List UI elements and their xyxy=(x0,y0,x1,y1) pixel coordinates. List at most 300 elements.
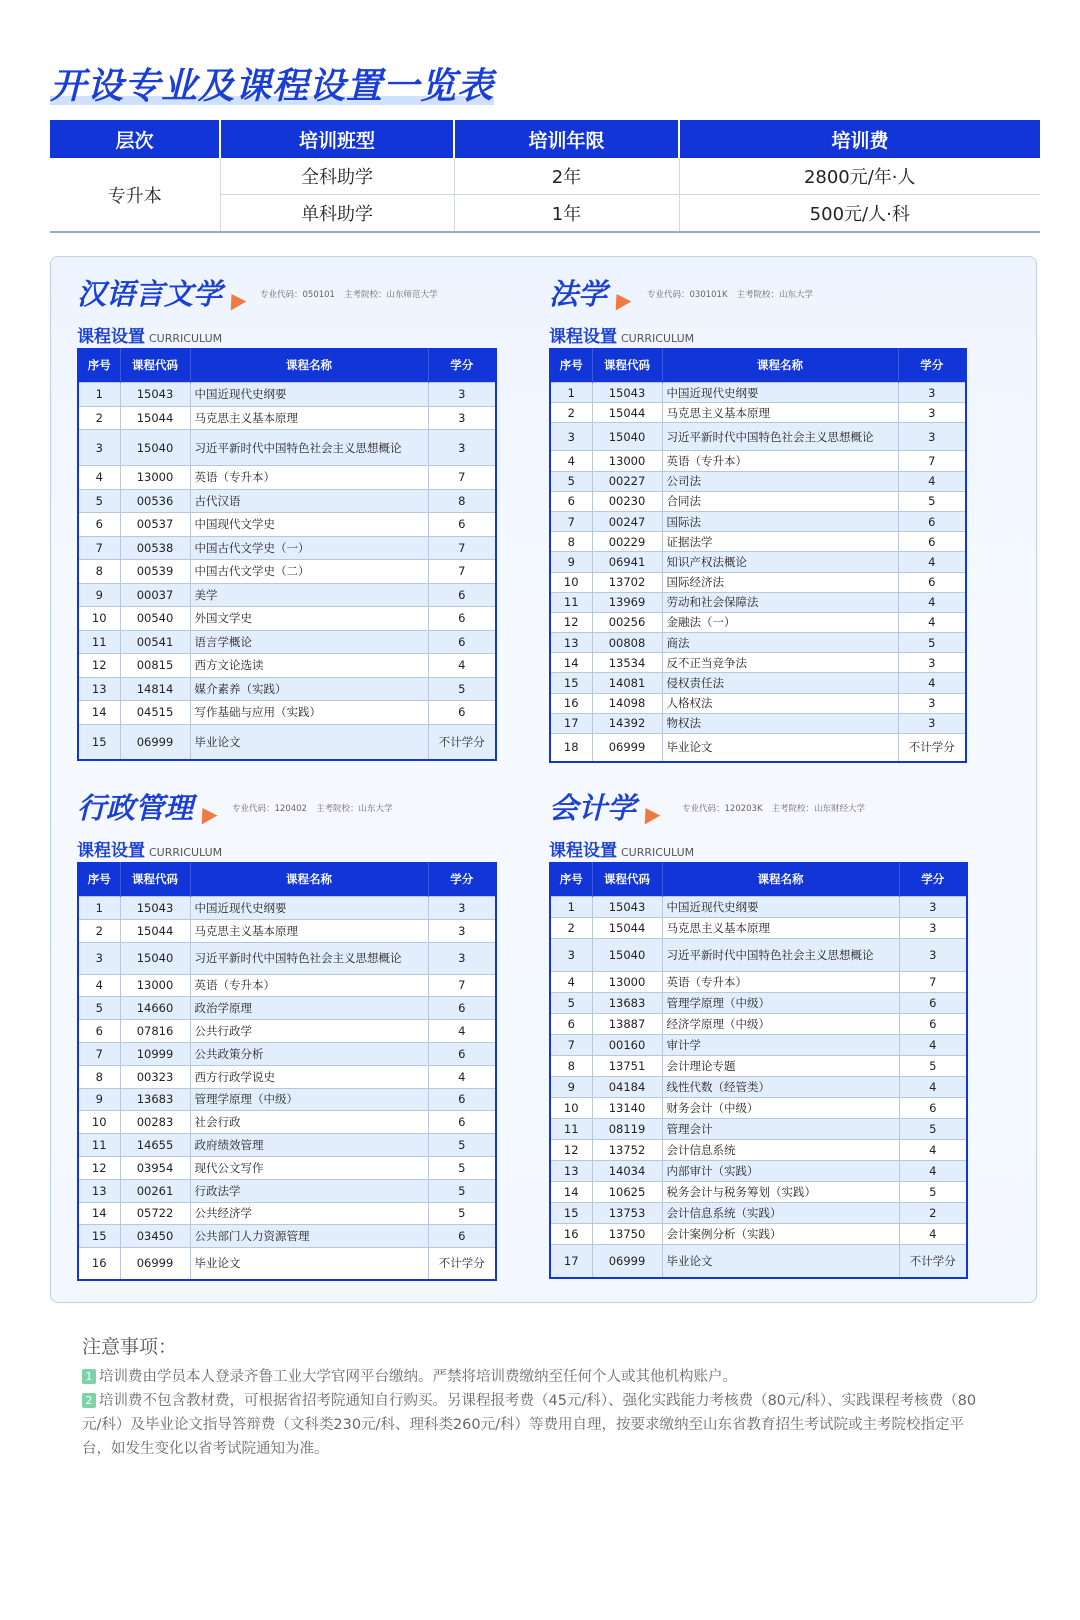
course-no: 3 xyxy=(78,942,120,974)
table-row xyxy=(550,653,966,673)
course-no: 14 xyxy=(78,701,120,725)
course-name: 线性代数（经管类） xyxy=(662,1077,899,1098)
table-row xyxy=(550,918,967,939)
course-name: 中国近现代史纲要 xyxy=(190,897,428,920)
course-no: 13 xyxy=(550,1161,592,1182)
course-code: 00247 xyxy=(592,511,662,531)
major-meta xyxy=(232,802,401,814)
table-row xyxy=(550,592,966,612)
course-header-row xyxy=(78,862,496,897)
table-row xyxy=(550,423,966,451)
course-no: 1 xyxy=(550,897,592,918)
course-no: 16 xyxy=(550,1224,592,1245)
overview-fee: 500元/人·科 xyxy=(679,195,1040,233)
note-item xyxy=(82,1389,982,1461)
course-credit: 3 xyxy=(898,653,966,673)
major-school: 主考院校：山东大学 xyxy=(315,804,393,814)
course-code: 13683 xyxy=(592,993,662,1014)
course-code: 00256 xyxy=(592,612,662,632)
course-name: 现代公文写作 xyxy=(190,1156,428,1179)
table-row xyxy=(550,993,967,1014)
course-name: 会计案例分析（实践） xyxy=(662,1224,899,1245)
course-name: 外国文学史 xyxy=(190,607,428,631)
table-row xyxy=(78,630,496,654)
table-row xyxy=(78,997,496,1020)
major-meta xyxy=(260,288,446,300)
course-no: 1 xyxy=(78,383,120,407)
course-name: 马克思主义基本原理 xyxy=(190,406,428,430)
note-number-badge: 1 xyxy=(82,1369,96,1384)
table-row xyxy=(78,1111,496,1134)
major-name: 会计学 xyxy=(549,791,637,825)
course-name: 会计信息系统 xyxy=(662,1140,899,1161)
course-credit: 5 xyxy=(899,1056,967,1077)
course-name: 英语（专升本） xyxy=(662,972,899,993)
major-code: 专业代码：050101 xyxy=(260,290,335,300)
course-no: 5 xyxy=(78,997,120,1020)
course-no: 9 xyxy=(78,583,120,607)
course-code: 00815 xyxy=(120,654,190,678)
course-code: 08119 xyxy=(592,1119,662,1140)
course-credit: 6 xyxy=(899,1098,967,1119)
course-credit: 6 xyxy=(428,1111,496,1134)
curriculum-title: 课程设置 xyxy=(549,841,617,861)
course-name: 财务会计（中级） xyxy=(662,1098,899,1119)
course-code: 00540 xyxy=(120,607,190,631)
table-row xyxy=(550,1224,967,1245)
course-name: 习近平新时代中国特色社会主义思想概论 xyxy=(190,430,428,466)
course-credit: 6 xyxy=(899,993,967,1014)
course-credit: 3 xyxy=(428,919,496,942)
course-name: 金融法（一） xyxy=(662,612,898,632)
table-row xyxy=(550,1077,967,1098)
curriculum-title: 课程设置 xyxy=(77,841,145,861)
table-row xyxy=(550,693,966,713)
course-name: 毕业论文 xyxy=(662,1245,899,1278)
course-name: 公司法 xyxy=(662,471,898,491)
table-row xyxy=(550,1098,967,1119)
course-credit: 5 xyxy=(898,491,966,511)
course-credit: 6 xyxy=(428,583,496,607)
course-credit: 3 xyxy=(898,423,966,451)
table-row xyxy=(78,383,496,407)
course-credit: 7 xyxy=(428,536,496,560)
course-name: 经济学原理（中级） xyxy=(662,1014,899,1035)
course-credit: 不计学分 xyxy=(898,734,966,762)
course-name: 马克思主义基本原理 xyxy=(190,919,428,942)
course-code: 06999 xyxy=(120,724,190,760)
overview-fee: 2800元/年·人 xyxy=(679,158,1040,195)
course-name: 商法 xyxy=(662,633,898,653)
course-code: 13753 xyxy=(592,1203,662,1224)
course-credit: 4 xyxy=(898,592,966,612)
course-code: 13750 xyxy=(592,1224,662,1245)
course-name: 政治学原理 xyxy=(190,997,428,1020)
table-row xyxy=(78,919,496,942)
course-code: 13752 xyxy=(592,1140,662,1161)
course-no: 11 xyxy=(78,630,120,654)
course-credit: 5 xyxy=(428,1179,496,1202)
course-code: 15040 xyxy=(592,423,662,451)
course-code: 15040 xyxy=(592,939,662,972)
course-code: 14098 xyxy=(592,693,662,713)
col-header-credit: 学分 xyxy=(428,348,496,383)
table-row xyxy=(550,1161,967,1182)
table-row xyxy=(78,724,496,760)
course-code: 15040 xyxy=(120,430,190,466)
course-name: 物权法 xyxy=(662,713,898,733)
col-header-no: 序号 xyxy=(550,862,592,897)
course-no: 12 xyxy=(550,612,592,632)
course-no: 10 xyxy=(78,607,120,631)
major-school: 主考院校：山东师范大学 xyxy=(343,290,438,300)
course-credit: 4 xyxy=(899,1035,967,1056)
curriculum-en: CURRICULUM xyxy=(149,332,223,345)
col-header-code: 课程代码 xyxy=(120,862,190,897)
table-row xyxy=(550,471,966,491)
course-no: 8 xyxy=(78,1065,120,1088)
course-credit: 5 xyxy=(428,677,496,701)
table-row xyxy=(550,552,966,572)
course-credit: 7 xyxy=(428,560,496,584)
course-credit: 4 xyxy=(428,1020,496,1043)
table-row xyxy=(550,972,967,993)
course-no: 12 xyxy=(550,1140,592,1161)
curriculum-title: 课程设置 xyxy=(77,327,145,347)
course-name: 毕业论文 xyxy=(190,1248,428,1280)
major-name: 行政管理 xyxy=(77,791,194,825)
course-name: 反不正当竞争法 xyxy=(662,653,898,673)
course-credit: 7 xyxy=(898,451,966,471)
table-row xyxy=(550,1140,967,1161)
course-no: 2 xyxy=(78,406,120,430)
table-row xyxy=(78,1225,496,1248)
course-credit: 8 xyxy=(428,489,496,513)
course-no: 10 xyxy=(78,1111,120,1134)
table-row xyxy=(78,654,496,678)
course-code: 15044 xyxy=(120,919,190,942)
course-name: 古代汉语 xyxy=(190,489,428,513)
course-credit: 6 xyxy=(898,532,966,552)
table-row xyxy=(78,942,496,974)
course-credit: 3 xyxy=(898,693,966,713)
course-credit: 3 xyxy=(899,939,967,972)
course-code: 13534 xyxy=(592,653,662,673)
course-no: 4 xyxy=(550,451,592,471)
col-header-name: 课程名称 xyxy=(190,348,428,383)
course-code: 00536 xyxy=(120,489,190,513)
course-name: 证据法学 xyxy=(662,532,898,552)
course-credit: 6 xyxy=(428,1088,496,1111)
course-no: 2 xyxy=(550,403,592,423)
overview-header-row xyxy=(50,120,1040,158)
table-row xyxy=(78,607,496,631)
note-text: 培训费不包含教材费，可根据省招考院通知自行购买。另课程报考费（45元/科）、强化实践能力考核费（80元/科）、实践课程考核费（80元/科）及毕业论文指导答辩费（文科类230元/科、理科类260元/科）等费用自理，按要求缴纳至山东省教育招生考试院或主考院校指定平台，如发生变化以省考试院通知为准。 xyxy=(82,1393,977,1457)
course-credit: 7 xyxy=(428,974,496,997)
course-no: 5 xyxy=(550,471,592,491)
course-no: 9 xyxy=(550,1077,592,1098)
table-row xyxy=(78,489,496,513)
course-credit: 3 xyxy=(428,383,496,407)
course-credit: 3 xyxy=(428,430,496,466)
table-row xyxy=(550,713,966,733)
course-no: 9 xyxy=(78,1088,120,1111)
table-row xyxy=(550,734,966,762)
accent-mark-icon xyxy=(609,289,632,310)
course-no: 17 xyxy=(550,1245,592,1278)
course-no: 6 xyxy=(550,1014,592,1035)
overview-type: 单科助学 xyxy=(220,195,454,233)
course-name: 毕业论文 xyxy=(662,734,898,762)
course-code: 07816 xyxy=(120,1020,190,1043)
course-code: 13140 xyxy=(592,1098,662,1119)
table-row xyxy=(550,572,966,592)
course-name: 管理学原理（中级） xyxy=(190,1088,428,1111)
course-code: 14034 xyxy=(592,1161,662,1182)
course-credit: 5 xyxy=(428,1156,496,1179)
table-row xyxy=(78,897,496,920)
page-title: 开设专业及课程设置一览表 xyxy=(50,58,494,109)
course-name: 社会行政 xyxy=(190,1111,428,1134)
course-no: 1 xyxy=(78,897,120,920)
course-credit: 不计学分 xyxy=(428,724,496,760)
course-credit: 4 xyxy=(898,673,966,693)
course-header-row xyxy=(550,862,967,897)
course-no: 6 xyxy=(550,491,592,511)
course-credit: 3 xyxy=(898,403,966,423)
accent-mark-icon xyxy=(638,803,661,824)
course-code: 14814 xyxy=(120,677,190,701)
table-row xyxy=(550,1014,967,1035)
course-no: 7 xyxy=(78,536,120,560)
course-credit: 5 xyxy=(428,1202,496,1225)
course-no: 18 xyxy=(550,734,592,762)
course-no: 4 xyxy=(78,974,120,997)
course-credit: 不计学分 xyxy=(899,1245,967,1278)
table-row xyxy=(550,403,966,423)
course-credit: 3 xyxy=(428,942,496,974)
course-no: 15 xyxy=(550,1203,592,1224)
table-row xyxy=(78,1042,496,1065)
course-code: 06941 xyxy=(592,552,662,572)
curriculum-en: CURRICULUM xyxy=(621,846,695,859)
table-row xyxy=(550,532,966,552)
course-code: 15044 xyxy=(592,403,662,423)
table-row xyxy=(78,1202,496,1225)
overview-table xyxy=(50,120,1040,233)
col-header-no: 序号 xyxy=(550,348,592,383)
course-code: 13702 xyxy=(592,572,662,592)
course-name: 习近平新时代中国特色社会主义思想概论 xyxy=(662,423,898,451)
course-no: 1 xyxy=(550,383,592,403)
course-code: 10625 xyxy=(592,1182,662,1203)
course-code: 13683 xyxy=(120,1088,190,1111)
course-code: 13887 xyxy=(592,1014,662,1035)
course-name: 美学 xyxy=(190,583,428,607)
table-row xyxy=(550,383,966,403)
course-code: 14655 xyxy=(120,1134,190,1157)
course-code: 04184 xyxy=(592,1077,662,1098)
table-row xyxy=(78,1248,496,1280)
course-name: 知识产权法概论 xyxy=(662,552,898,572)
course-no: 12 xyxy=(78,1156,120,1179)
table-row xyxy=(78,1156,496,1179)
major-code: 专业代码：120203K xyxy=(682,804,763,814)
course-no: 4 xyxy=(78,466,120,490)
course-credit: 4 xyxy=(899,1140,967,1161)
course-name: 中国现代文学史 xyxy=(190,513,428,537)
course-no: 15 xyxy=(78,1225,120,1248)
curriculum-title: 课程设置 xyxy=(549,327,617,347)
overview-type: 全科助学 xyxy=(220,158,454,195)
course-code: 13000 xyxy=(592,972,662,993)
course-no: 2 xyxy=(78,919,120,942)
course-no: 3 xyxy=(550,939,592,972)
course-name: 审计学 xyxy=(662,1035,899,1056)
notes xyxy=(82,1335,982,1461)
col-header-credit: 学分 xyxy=(428,862,496,897)
course-credit: 4 xyxy=(899,1161,967,1182)
major-school: 主考院校：山东大学 xyxy=(736,290,814,300)
course-credit: 6 xyxy=(898,511,966,531)
note-item xyxy=(82,1365,982,1389)
course-name: 侵权责任法 xyxy=(662,673,898,693)
overview-row xyxy=(50,158,1040,195)
course-name: 税务会计与税务筹划（实践） xyxy=(662,1182,899,1203)
course-credit: 4 xyxy=(899,1077,967,1098)
table-row xyxy=(78,560,496,584)
table-row xyxy=(550,511,966,531)
course-credit: 5 xyxy=(899,1182,967,1203)
overview-header-years: 培训年限 xyxy=(454,120,679,158)
course-name: 马克思主义基本原理 xyxy=(662,403,898,423)
course-table xyxy=(549,862,968,1279)
course-code: 00539 xyxy=(120,560,190,584)
overview-header-type: 培训班型 xyxy=(220,120,454,158)
course-name: 西方行政学说史 xyxy=(190,1065,428,1088)
course-code: 06999 xyxy=(120,1248,190,1280)
course-code: 13751 xyxy=(592,1056,662,1077)
course-name: 中国近现代史纲要 xyxy=(190,383,428,407)
course-name: 会计信息系统（实践） xyxy=(662,1203,899,1224)
course-name: 中国古代文学史（二） xyxy=(190,560,428,584)
table-row xyxy=(550,1035,967,1056)
major-section xyxy=(549,786,968,1279)
course-name: 公共行政学 xyxy=(190,1020,428,1043)
course-credit: 6 xyxy=(428,630,496,654)
course-table xyxy=(77,862,497,1281)
course-no: 14 xyxy=(78,1202,120,1225)
course-code: 13000 xyxy=(592,451,662,471)
table-row xyxy=(78,1179,496,1202)
table-row xyxy=(78,677,496,701)
course-credit: 6 xyxy=(428,1225,496,1248)
course-credit: 4 xyxy=(898,612,966,632)
course-code: 06999 xyxy=(592,1245,662,1278)
table-row xyxy=(550,1203,967,1224)
table-row xyxy=(78,513,496,537)
course-name: 习近平新时代中国特色社会主义思想概论 xyxy=(190,942,428,974)
course-name: 西方文论选读 xyxy=(190,654,428,678)
course-no: 11 xyxy=(550,592,592,612)
course-credit: 5 xyxy=(428,1134,496,1157)
course-code: 14081 xyxy=(592,673,662,693)
course-code: 05722 xyxy=(120,1202,190,1225)
table-row xyxy=(78,974,496,997)
course-name: 公共部门人力资源管理 xyxy=(190,1225,428,1248)
course-name: 行政法学 xyxy=(190,1179,428,1202)
course-name: 公共政策分析 xyxy=(190,1042,428,1065)
course-code: 00538 xyxy=(120,536,190,560)
course-no: 12 xyxy=(78,654,120,678)
course-no: 10 xyxy=(550,572,592,592)
course-code: 00808 xyxy=(592,633,662,653)
course-code: 03954 xyxy=(120,1156,190,1179)
course-credit: 4 xyxy=(899,1224,967,1245)
course-credit: 3 xyxy=(899,918,967,939)
course-code: 00229 xyxy=(592,532,662,552)
course-name: 内部审计（实践） xyxy=(662,1161,899,1182)
table-row xyxy=(550,939,967,972)
course-no: 6 xyxy=(78,1020,120,1043)
course-no: 8 xyxy=(550,532,592,552)
overview-years: 2年 xyxy=(454,158,679,195)
course-code: 00037 xyxy=(120,583,190,607)
course-no: 5 xyxy=(550,993,592,1014)
col-header-credit: 学分 xyxy=(899,862,967,897)
overview-header-fee: 培训费 xyxy=(679,120,1040,158)
course-code: 06999 xyxy=(592,734,662,762)
table-row xyxy=(78,466,496,490)
course-code: 00230 xyxy=(592,491,662,511)
course-code: 14660 xyxy=(120,997,190,1020)
course-no: 15 xyxy=(78,724,120,760)
course-code: 10999 xyxy=(120,1042,190,1065)
course-credit: 6 xyxy=(428,513,496,537)
course-name: 媒介素养（实践） xyxy=(190,677,428,701)
course-no: 7 xyxy=(78,1042,120,1065)
table-row xyxy=(78,406,496,430)
course-no: 13 xyxy=(550,633,592,653)
course-no: 8 xyxy=(78,560,120,584)
course-code: 14392 xyxy=(592,713,662,733)
table-row xyxy=(78,1088,496,1111)
course-credit: 7 xyxy=(899,972,967,993)
curriculum-en: CURRICULUM xyxy=(149,846,223,859)
course-code: 15043 xyxy=(120,897,190,920)
course-no: 17 xyxy=(550,713,592,733)
major-meta xyxy=(682,802,874,814)
table-row xyxy=(78,1020,496,1043)
course-no: 15 xyxy=(550,673,592,693)
course-code: 13969 xyxy=(592,592,662,612)
table-row xyxy=(550,897,967,918)
course-code: 15044 xyxy=(592,918,662,939)
course-name: 管理学原理（中级） xyxy=(662,993,899,1014)
course-credit: 5 xyxy=(899,1119,967,1140)
course-name: 马克思主义基本原理 xyxy=(662,918,899,939)
course-no: 3 xyxy=(550,423,592,451)
course-name: 公共经济学 xyxy=(190,1202,428,1225)
course-name: 英语（专升本） xyxy=(662,451,898,471)
col-header-no: 序号 xyxy=(78,348,120,383)
course-table xyxy=(77,348,497,761)
course-no: 6 xyxy=(78,513,120,537)
course-name: 管理会计 xyxy=(662,1119,899,1140)
table-row xyxy=(78,701,496,725)
course-code: 04515 xyxy=(120,701,190,725)
course-credit: 不计学分 xyxy=(428,1248,496,1280)
